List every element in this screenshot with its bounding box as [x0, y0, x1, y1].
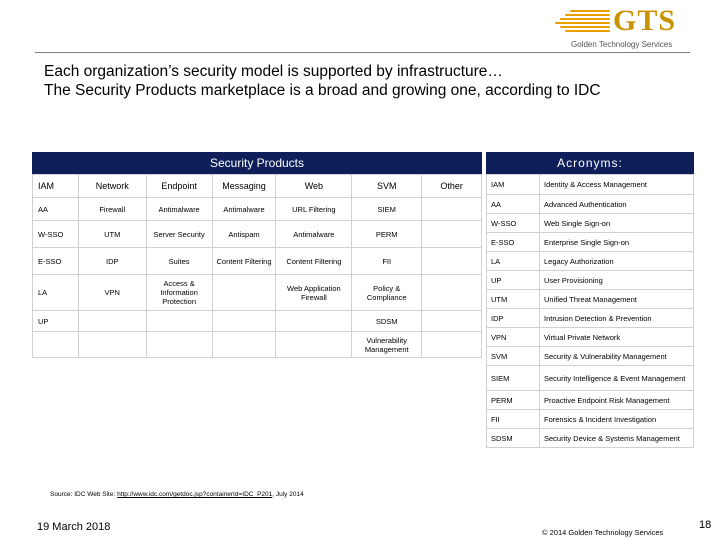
acronym-row [487, 195, 694, 214]
column-header: Web [276, 175, 352, 198]
acronym-row [487, 410, 694, 429]
table-cell: W-SSO [33, 221, 79, 248]
table-cell: PERM [352, 221, 422, 248]
acronym-full: Security Intelligence & Event Management [540, 366, 694, 391]
source-prefix: Source: IDC Web Site: [50, 491, 118, 498]
table-cell [422, 311, 482, 332]
acronym-full: Forensics & Incident Investigation [540, 410, 694, 429]
column-header: IAM [33, 175, 79, 198]
table-cell [422, 332, 482, 358]
table-cell: Server Security [146, 221, 212, 248]
acronym-row [487, 391, 694, 410]
headline [44, 62, 601, 100]
acronym-full: Security Device & Systems Management [540, 429, 694, 448]
table-cell [212, 275, 276, 311]
table-row [33, 198, 482, 221]
security-products-header: Security Products [32, 152, 482, 174]
table-cell [146, 332, 212, 358]
acronym-full: Virtual Private Network [540, 328, 694, 347]
acronym-row [487, 290, 694, 309]
table-cell [212, 311, 276, 332]
acronym-full: Legacy Authorization [540, 252, 694, 271]
table-row [33, 311, 482, 332]
page-number: 18 [699, 519, 712, 531]
logo-stripes-icon [555, 10, 610, 36]
table-cell [422, 198, 482, 221]
acronym-full: Intrusion Detection & Prevention [540, 309, 694, 328]
acronym-abbr: LA [487, 252, 540, 271]
table-cell: SDSM [352, 311, 422, 332]
headline-line-1: Each organization’s security model is supported by infrastructure… [44, 63, 503, 80]
table-cell [212, 332, 276, 358]
acronym-row [487, 233, 694, 252]
acronym-abbr: E-SSO [487, 233, 540, 252]
acronym-row [487, 347, 694, 366]
security-products-table [32, 174, 482, 358]
acronym-abbr: IAM [487, 175, 540, 195]
table-cell: LA [33, 275, 79, 311]
table-cell: SIEM [352, 198, 422, 221]
table-cell [276, 332, 352, 358]
table-cell: Antispam [212, 221, 276, 248]
acronym-full: Enterprise Single Sign-on [540, 233, 694, 252]
table-cell [33, 332, 79, 358]
table-cell: Web Application Firewall [276, 275, 352, 311]
table-header-row [33, 175, 482, 198]
table-cell: Antimalware [276, 221, 352, 248]
table-cell: IDP [78, 248, 146, 275]
acronym-full: Advanced Authentication [540, 195, 694, 214]
table-cell: Content Filtering [276, 248, 352, 275]
acronym-full: Proactive Endpoint Risk Management [540, 391, 694, 410]
table-cell [78, 311, 146, 332]
acronym-full: Security & Vulnerability Management [540, 347, 694, 366]
acronym-abbr: UTM [487, 290, 540, 309]
table-cell: UTM [78, 221, 146, 248]
column-header: Endpoint [146, 175, 212, 198]
acronym-row [487, 175, 694, 195]
logo-subtitle: Golden Technology Services [571, 40, 673, 49]
table-cell [78, 332, 146, 358]
table-cell: E-SSO [33, 248, 79, 275]
column-header: Network [78, 175, 146, 198]
logo-text: GTS [613, 4, 677, 37]
acronym-abbr: SVM [487, 347, 540, 366]
acronyms-table [486, 174, 694, 448]
acronym-row [487, 328, 694, 347]
acronym-abbr: FII [487, 410, 540, 429]
table-row [33, 275, 482, 311]
table-cell: Firewall [78, 198, 146, 221]
acronym-full: Web Single Sign-on [540, 214, 694, 233]
acronym-abbr: W-SSO [487, 214, 540, 233]
table-row [33, 332, 482, 358]
table-row [33, 221, 482, 248]
acronym-abbr: AA [487, 195, 540, 214]
source-link[interactable]: http://www.idc.com/getdoc.jsp?containerId=IDC_P201 [117, 491, 273, 498]
table-cell: AA [33, 198, 79, 221]
acronym-full: Unified Threat Management [540, 290, 694, 309]
acronym-row [487, 429, 694, 448]
acronym-full: Identity & Access Management [540, 175, 694, 195]
acronym-row [487, 214, 694, 233]
table-cell: UP [33, 311, 79, 332]
acronym-row [487, 309, 694, 328]
acronym-abbr: UP [487, 271, 540, 290]
column-header: Messaging [212, 175, 276, 198]
table-cell: Vulnerability Management [352, 332, 422, 358]
headline-line-2: The Security Products marketplace is a broad and growing one, according to IDC [44, 82, 601, 99]
gts-logo [555, 4, 690, 50]
table-cell: Suites [146, 248, 212, 275]
slide-date: 19 March 2018 [37, 521, 111, 533]
table-cell [146, 311, 212, 332]
table-cell: Antimalware [212, 198, 276, 221]
header-divider [35, 52, 690, 53]
source-citation [50, 491, 304, 498]
table-cell [276, 311, 352, 332]
acronym-abbr: SDSM [487, 429, 540, 448]
acronym-full: User Provisioning [540, 271, 694, 290]
source-suffix: , July 2014 [272, 491, 304, 498]
acronym-abbr: SIEM [487, 366, 540, 391]
table-cell [422, 248, 482, 275]
table-cell: Policy & Compliance [352, 275, 422, 311]
copyright: © 2014 Golden Technology Services [542, 528, 664, 537]
table-cell: FII [352, 248, 422, 275]
acronym-row [487, 252, 694, 271]
table-cell: Content Filtering [212, 248, 276, 275]
acronym-abbr: PERM [487, 391, 540, 410]
acronym-row [487, 366, 694, 391]
table-cell: Antimalware [146, 198, 212, 221]
column-header: SVM [352, 175, 422, 198]
acronyms-header: Acronyms: [486, 152, 694, 174]
acronym-abbr: IDP [487, 309, 540, 328]
column-header: Other [422, 175, 482, 198]
table-cell [422, 275, 482, 311]
table-row [33, 248, 482, 275]
acronym-abbr: VPN [487, 328, 540, 347]
table-cell [422, 221, 482, 248]
table-cell: Access & Information Protection [146, 275, 212, 311]
table-cell: VPN [78, 275, 146, 311]
acronym-row [487, 271, 694, 290]
table-cell: URL Filtering [276, 198, 352, 221]
